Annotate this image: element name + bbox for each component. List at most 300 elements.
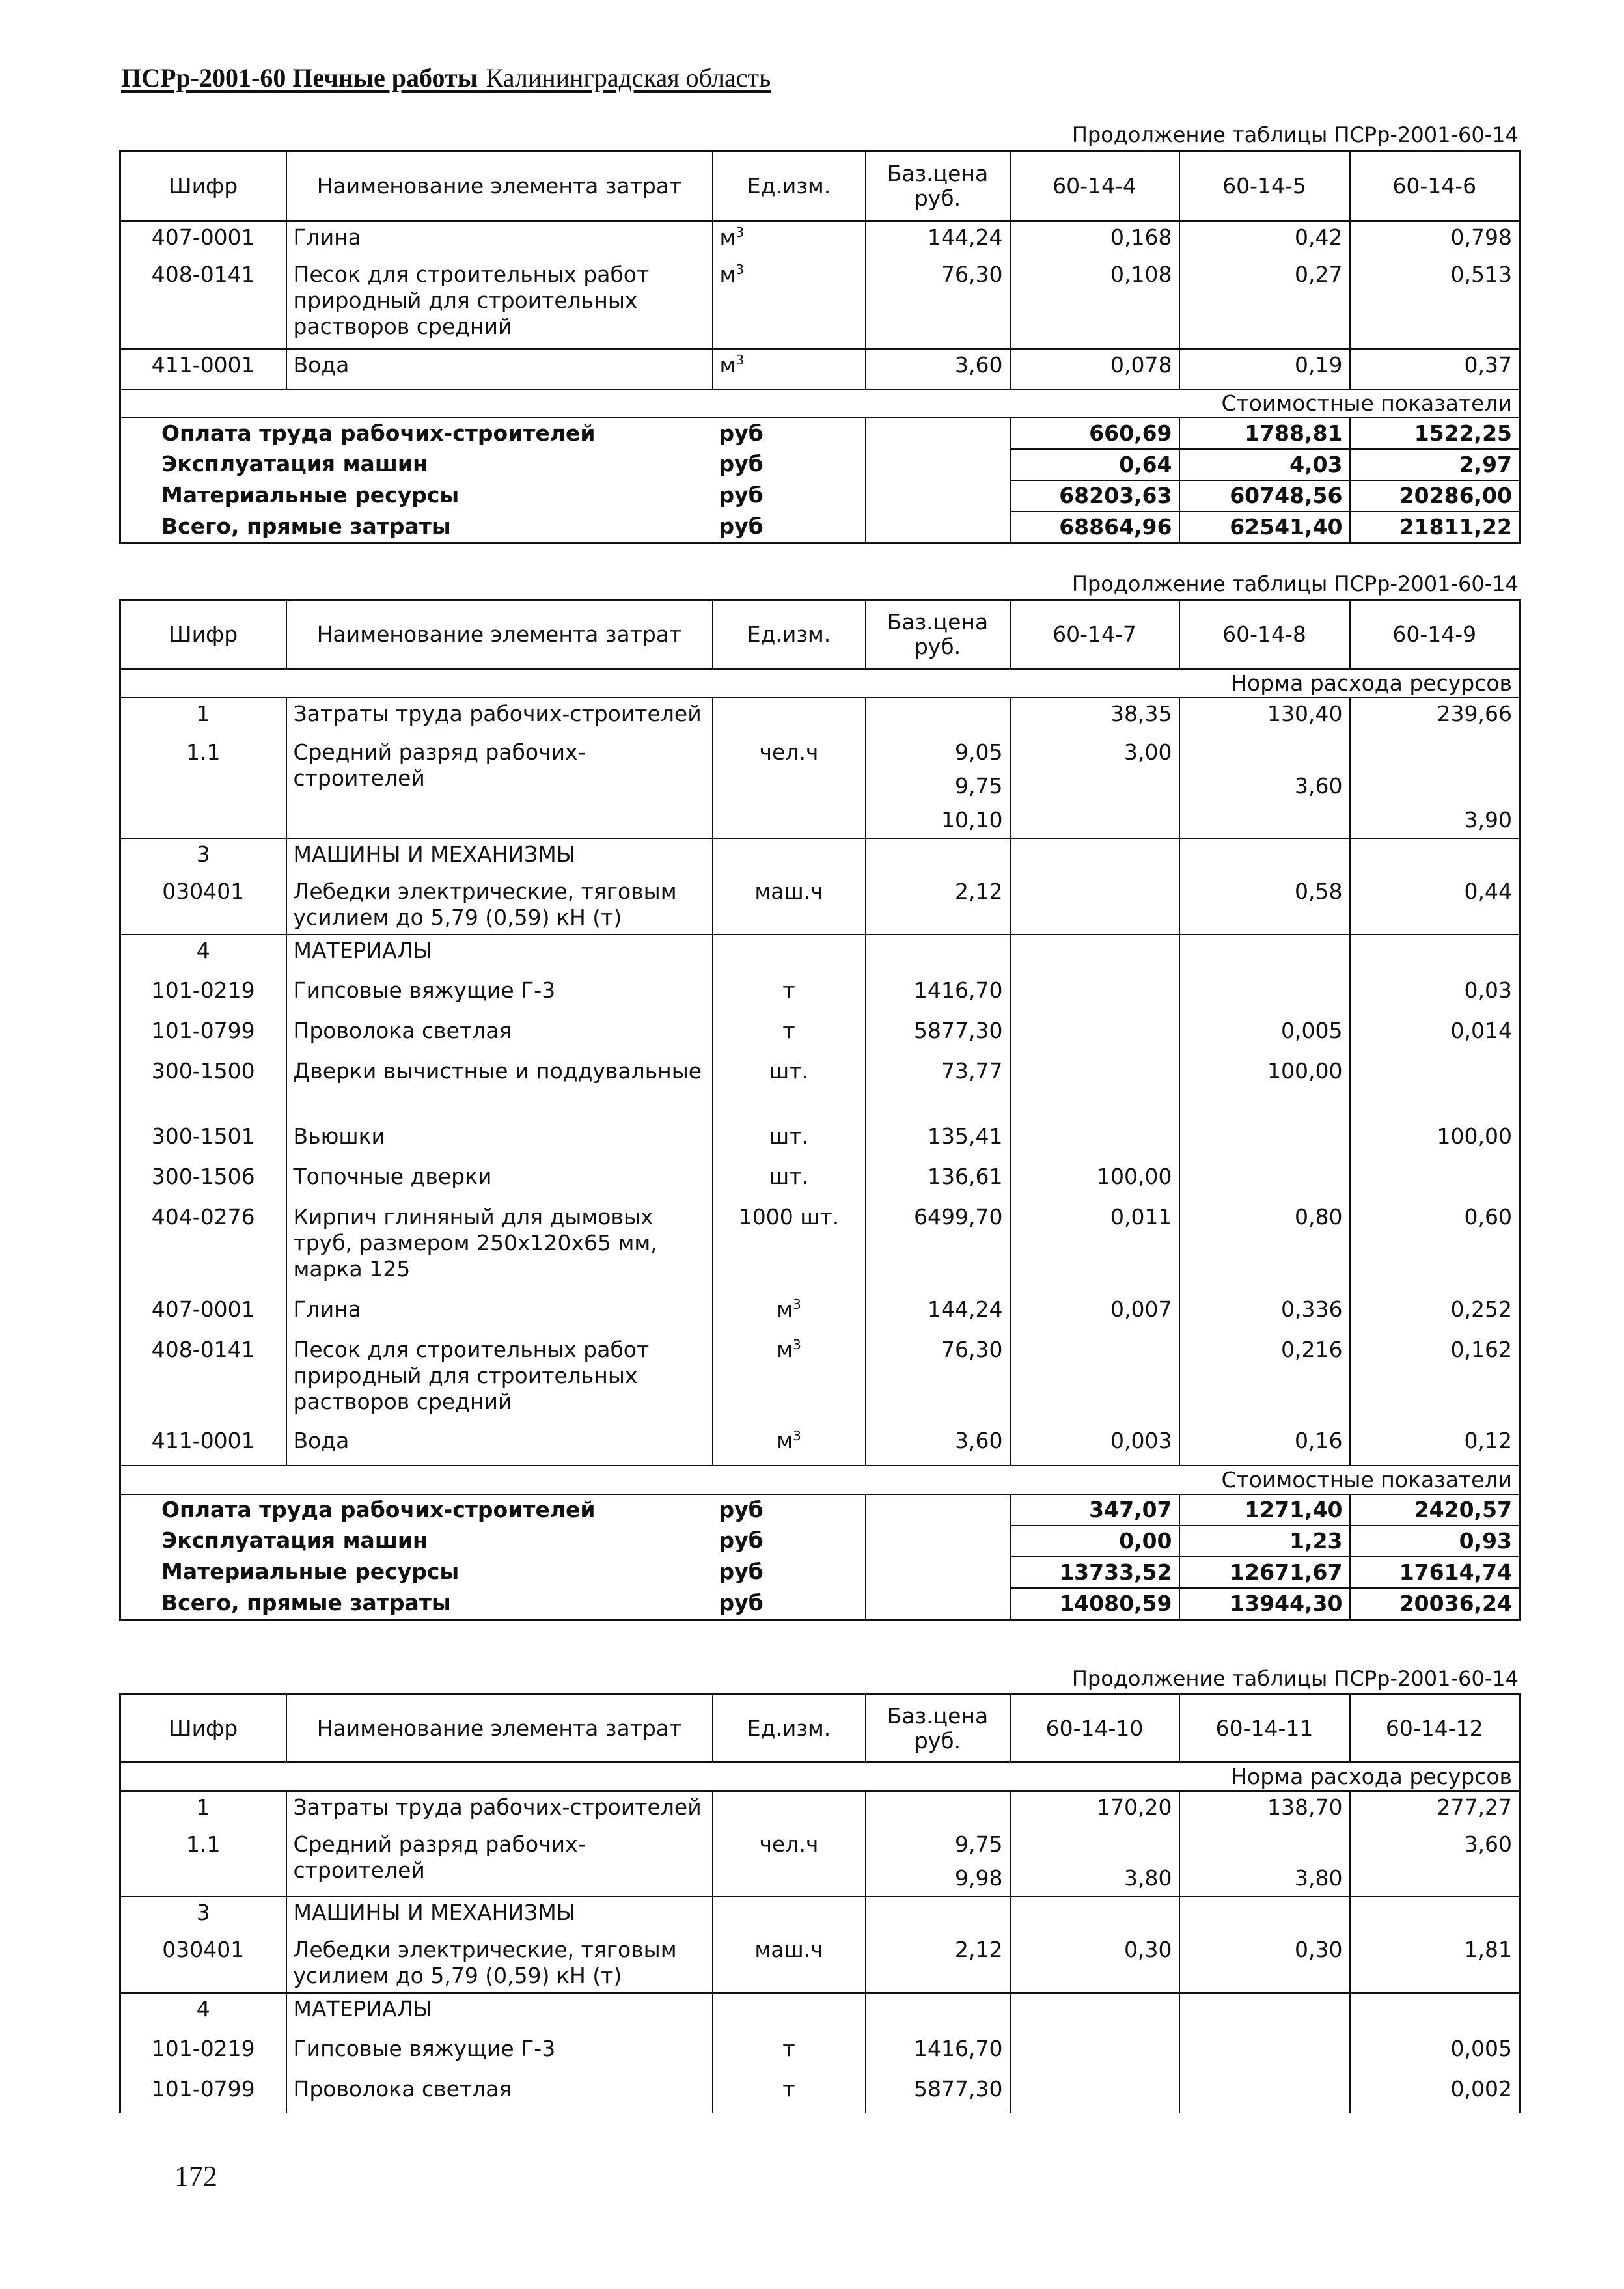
total-unit: руб xyxy=(713,449,866,480)
total-value: 1,23 xyxy=(1179,1526,1350,1557)
col-code: Шифр xyxy=(120,151,286,221)
cell-code: 030401 xyxy=(120,1934,286,1993)
cell-value: 0,27 xyxy=(1179,259,1350,349)
total-unit: руб xyxy=(713,1494,866,1526)
cell-value: 0,513 xyxy=(1350,259,1520,349)
cell-code: 4 xyxy=(120,1993,286,2033)
table-row xyxy=(120,1121,1520,1161)
cell-value: 0,002 xyxy=(1350,2074,1520,2113)
cell-value xyxy=(1350,1897,1520,1934)
cell-price: 135,41 xyxy=(866,1121,1010,1161)
total-label: Эксплуатация машин xyxy=(120,449,713,480)
norms-label-row xyxy=(120,669,1520,698)
table-row xyxy=(120,1056,1520,1121)
cell-code xyxy=(120,771,286,804)
cell-price xyxy=(866,838,1010,876)
unit-text: м xyxy=(719,261,736,287)
region-title: Калининградская область xyxy=(486,63,771,92)
cell-unit: т xyxy=(713,2074,866,2113)
cell-name: Глина xyxy=(286,1294,713,1334)
table-row xyxy=(120,1334,1520,1425)
cell-unit xyxy=(713,1294,866,1334)
cell-value: 0,014 xyxy=(1350,1015,1520,1056)
total-price-empty xyxy=(866,418,1010,449)
total-value: 2420,57 xyxy=(1350,1494,1520,1526)
cell-value xyxy=(1010,1897,1179,1934)
cell-unit xyxy=(713,349,866,389)
table-row xyxy=(120,1294,1520,1334)
cell-price xyxy=(866,1791,1010,1829)
unit-sup: 3 xyxy=(736,261,745,277)
cell-value xyxy=(1010,1056,1179,1121)
table-2 xyxy=(119,599,1521,1621)
cell-code: 408-0141 xyxy=(120,1334,286,1425)
total-unit: руб xyxy=(713,1588,866,1620)
cell-name: Средний разряд рабочих-строителей xyxy=(286,1829,713,1897)
cell-price: 1416,70 xyxy=(866,2033,1010,2074)
cell-price: 3,60 xyxy=(866,1425,1010,1466)
col-id: 60-14-4 xyxy=(1010,151,1179,221)
cell-value xyxy=(1010,2033,1179,2074)
cell-value: 0,60 xyxy=(1350,1201,1520,1294)
cell-price: 10,10 xyxy=(866,804,1010,838)
cell-code: 101-0219 xyxy=(120,2033,286,2074)
cell-value xyxy=(1350,771,1520,804)
total-price-empty xyxy=(866,449,1010,480)
cell-code: 4 xyxy=(120,935,286,975)
cell-value xyxy=(1179,1161,1350,1201)
table-row xyxy=(120,975,1520,1015)
unit-text: м xyxy=(777,1296,793,1322)
cell-price: 2,12 xyxy=(866,876,1010,935)
cell-value: 0,12 xyxy=(1350,1425,1520,1466)
cell-value xyxy=(1010,1015,1179,1056)
col-price: Баз.цена руб. xyxy=(866,600,1010,669)
cell-value: 0,30 xyxy=(1179,1934,1350,1993)
cell-code xyxy=(120,804,286,838)
cell-value: 0,003 xyxy=(1010,1425,1179,1466)
cell-unit xyxy=(713,838,866,876)
cell-value: 0,03 xyxy=(1350,975,1520,1015)
cell-price: 136,61 xyxy=(866,1161,1010,1201)
total-value: 68864,96 xyxy=(1010,512,1179,543)
cell-value xyxy=(1350,1056,1520,1121)
table-row xyxy=(120,349,1520,389)
col-id: 60-14-12 xyxy=(1350,1695,1520,1762)
total-price-empty xyxy=(866,1526,1010,1557)
cell-value: 0,011 xyxy=(1010,1201,1179,1294)
col-price: Баз.цена руб. xyxy=(866,1695,1010,1762)
cell-name: Вода xyxy=(286,349,713,389)
cell-code xyxy=(120,1863,286,1897)
cell-name: Кирпич глиняный для дымовых труб, размером 250х120х65 мм, марка 125 xyxy=(286,1201,713,1294)
cell-price: 5877,30 xyxy=(866,2074,1010,2113)
cell-price: 76,30 xyxy=(866,259,1010,349)
cell-name: Песок для строительных работ природный для строительных растворов средний xyxy=(286,1334,713,1425)
total-value: 0,93 xyxy=(1350,1526,1520,1557)
cell-price: 1416,70 xyxy=(866,975,1010,1015)
unit-text: м xyxy=(777,1428,793,1453)
total-unit: руб xyxy=(713,480,866,512)
cell-value: 3,80 xyxy=(1179,1863,1350,1897)
total-row xyxy=(120,1526,1520,1557)
total-value: 0,64 xyxy=(1010,449,1179,480)
table-row xyxy=(120,1829,1520,1863)
cell-value: 1,81 xyxy=(1350,1934,1520,1993)
cell-value xyxy=(1350,737,1520,771)
norms-label: Норма расхода ресурсов xyxy=(120,669,1520,698)
col-name: Наименование элемента затрат xyxy=(286,151,713,221)
cell-value xyxy=(1010,771,1179,804)
cell-value xyxy=(1179,1829,1350,1863)
total-value: 1522,25 xyxy=(1350,418,1520,449)
cell-value xyxy=(1010,838,1179,876)
page-number: 172 xyxy=(174,2160,217,2192)
table-row xyxy=(120,1015,1520,1056)
cell-price xyxy=(866,1897,1010,1934)
total-label: Оплата труда рабочих-строителей xyxy=(120,418,713,449)
total-value: 1271,40 xyxy=(1179,1494,1350,1526)
table1-continuation: Продолжение таблицы ПСРр-2001-60-14 xyxy=(1071,122,1519,147)
cell-value: 0,16 xyxy=(1179,1425,1350,1466)
total-row xyxy=(120,449,1520,480)
total-label: Всего, прямые затраты xyxy=(120,512,713,543)
cell-name: МАТЕРИАЛЫ xyxy=(286,935,713,975)
cell-unit: чел.ч xyxy=(713,737,866,771)
cell-value: 277,27 xyxy=(1350,1791,1520,1829)
total-value: 13944,30 xyxy=(1179,1588,1350,1620)
table-row xyxy=(120,935,1520,975)
cell-code: 407-0001 xyxy=(120,221,286,259)
cell-value: 0,30 xyxy=(1010,1934,1179,1993)
col-id: 60-14-11 xyxy=(1179,1695,1350,1762)
total-price-empty xyxy=(866,1494,1010,1526)
cell-value xyxy=(1010,1334,1179,1425)
cell-price: 76,30 xyxy=(866,1334,1010,1425)
table-row xyxy=(120,1201,1520,1294)
cell-name: Вода xyxy=(286,1425,713,1466)
cell-name: МАШИНЫ И МЕХАНИЗМЫ xyxy=(286,1897,713,1934)
col-unit: Ед.изм. xyxy=(713,600,866,669)
cell-value: 0,336 xyxy=(1179,1294,1350,1334)
cell-code: 300-1501 xyxy=(120,1121,286,1161)
total-label: Материальные ресурсы xyxy=(120,480,713,512)
cell-value: 100,00 xyxy=(1010,1161,1179,1201)
cell-value: 0,252 xyxy=(1350,1294,1520,1334)
cell-price: 5877,30 xyxy=(866,1015,1010,1056)
cell-value: 0,44 xyxy=(1350,876,1520,935)
total-row xyxy=(120,418,1520,449)
cell-code: 1.1 xyxy=(120,1829,286,1863)
total-unit: руб xyxy=(713,1526,866,1557)
cell-unit xyxy=(713,804,866,838)
cell-unit: маш.ч xyxy=(713,1934,866,1993)
total-label: Оплата труда рабочих-строителей xyxy=(120,1494,713,1526)
col-name: Наименование элемента затрат xyxy=(286,600,713,669)
total-value: 2,97 xyxy=(1350,449,1520,480)
table-row xyxy=(120,876,1520,935)
cell-value: 0,216 xyxy=(1179,1334,1350,1425)
cell-value: 0,37 xyxy=(1350,349,1520,389)
cell-name: Песок для строительных работ природный для строительных растворов средний xyxy=(286,259,713,349)
cell-name: МАШИНЫ И МЕХАНИЗМЫ xyxy=(286,838,713,876)
cell-name: Проволока светлая xyxy=(286,2074,713,2113)
col-id: 60-14-6 xyxy=(1350,151,1520,221)
cost-label-row xyxy=(120,389,1520,418)
cell-price: 9,75 xyxy=(866,771,1010,804)
cell-code: 101-0799 xyxy=(120,1015,286,1056)
cell-unit: чел.ч xyxy=(713,1829,866,1863)
cell-value: 130,40 xyxy=(1179,698,1350,737)
total-row xyxy=(120,1588,1520,1620)
cell-unit xyxy=(713,1791,866,1829)
table-row xyxy=(120,1425,1520,1466)
total-row xyxy=(120,512,1520,543)
col-id: 60-14-10 xyxy=(1010,1695,1179,1762)
cell-name: Средний разряд рабочих-строителей xyxy=(286,737,713,838)
cell-price: 144,24 xyxy=(866,1294,1010,1334)
col-unit: Ед.изм. xyxy=(713,151,866,221)
cell-value xyxy=(1010,876,1179,935)
col-id: 60-14-9 xyxy=(1350,600,1520,669)
cell-value: 0,007 xyxy=(1010,1294,1179,1334)
table-row xyxy=(120,2033,1520,2074)
norms-label-row xyxy=(120,1762,1520,1792)
cell-unit xyxy=(713,1425,866,1466)
table-row xyxy=(120,698,1520,737)
cell-name: Вьюшки xyxy=(286,1121,713,1161)
cell-unit xyxy=(713,221,866,259)
cell-code: 1 xyxy=(120,698,286,737)
cell-code: 300-1500 xyxy=(120,1056,286,1121)
cell-price: 144,24 xyxy=(866,221,1010,259)
table-row xyxy=(120,1161,1520,1201)
cell-value: 138,70 xyxy=(1179,1791,1350,1829)
cell-value xyxy=(1350,935,1520,975)
cell-value: 0,58 xyxy=(1179,876,1350,935)
cell-price: 6499,70 xyxy=(866,1201,1010,1294)
total-value: 4,03 xyxy=(1179,449,1350,480)
total-label: Материальные ресурсы xyxy=(120,1557,713,1588)
cell-price: 2,12 xyxy=(866,1934,1010,1993)
cell-value xyxy=(1010,804,1179,838)
total-price-empty xyxy=(866,1588,1010,1620)
unit-text: м xyxy=(777,1337,793,1362)
cell-price xyxy=(866,935,1010,975)
cell-value: 3,60 xyxy=(1350,1829,1520,1863)
cell-value xyxy=(1350,838,1520,876)
cell-name: Затраты труда рабочих-строителей xyxy=(286,1791,713,1829)
cell-value: 0,19 xyxy=(1179,349,1350,389)
cell-value xyxy=(1179,975,1350,1015)
cell-unit xyxy=(713,259,866,349)
cell-value: 0,42 xyxy=(1179,221,1350,259)
cost-label: Стоимостные показатели xyxy=(120,1466,1520,1494)
cell-name: Топочные дверки xyxy=(286,1161,713,1201)
table-row xyxy=(120,1993,1520,2033)
table-3 xyxy=(119,1693,1521,2113)
total-value: 347,07 xyxy=(1010,1494,1179,1526)
cell-unit xyxy=(713,1897,866,1934)
total-value: 62541,40 xyxy=(1179,512,1350,543)
cell-unit: т xyxy=(713,2033,866,2074)
cell-code: 3 xyxy=(120,1897,286,1934)
cell-value: 100,00 xyxy=(1179,1056,1350,1121)
cell-value xyxy=(1010,935,1179,975)
cell-value xyxy=(1010,2074,1179,2113)
unit-text: м xyxy=(719,225,736,250)
total-row xyxy=(120,1494,1520,1526)
total-value: 13733,52 xyxy=(1010,1557,1179,1588)
cell-unit xyxy=(713,698,866,737)
collection-title: ПСРр-2001-60 Печные работы xyxy=(121,63,478,92)
total-label: Эксплуатация машин xyxy=(120,1526,713,1557)
cell-value: 38,35 xyxy=(1010,698,1179,737)
unit-sup: 3 xyxy=(793,1296,801,1312)
total-value: 0,00 xyxy=(1010,1526,1179,1557)
cell-code: 408-0141 xyxy=(120,259,286,349)
cell-unit: маш.ч xyxy=(713,876,866,935)
table-row xyxy=(120,1791,1520,1829)
table-row xyxy=(120,1934,1520,1993)
cell-unit: шт. xyxy=(713,1161,866,1201)
cell-value: 0,078 xyxy=(1010,349,1179,389)
table-row xyxy=(120,259,1520,349)
col-id: 60-14-5 xyxy=(1179,151,1350,221)
cell-unit: т xyxy=(713,975,866,1015)
cell-value: 0,108 xyxy=(1010,259,1179,349)
total-value: 60748,56 xyxy=(1179,480,1350,512)
cell-value xyxy=(1350,1993,1520,2033)
cell-unit xyxy=(713,935,866,975)
col-code: Шифр xyxy=(120,600,286,669)
total-value: 21811,22 xyxy=(1350,512,1520,543)
unit-sup: 3 xyxy=(736,351,745,368)
cell-unit xyxy=(713,1334,866,1425)
total-unit: руб xyxy=(713,512,866,543)
cell-value: 239,66 xyxy=(1350,698,1520,737)
cell-value: 0,005 xyxy=(1179,1015,1350,1056)
cell-value xyxy=(1350,1863,1520,1897)
table3-continuation: Продолжение таблицы ПСРр-2001-60-14 xyxy=(1071,1666,1519,1691)
col-name: Наименование элемента затрат xyxy=(286,1695,713,1762)
cell-value: 0,162 xyxy=(1350,1334,1520,1425)
cell-name: МАТЕРИАЛЫ xyxy=(286,1993,713,2033)
total-value: 20036,24 xyxy=(1350,1588,1520,1620)
cell-value: 0,798 xyxy=(1350,221,1520,259)
cell-value xyxy=(1179,1121,1350,1161)
cell-price xyxy=(866,1993,1010,2033)
col-id: 60-14-8 xyxy=(1179,600,1350,669)
cell-unit xyxy=(713,1993,866,2033)
cell-name: Лебедки электрические, тяговым усилием до 5,79 (0,59) кН (т) xyxy=(286,876,713,935)
cell-code: 300-1506 xyxy=(120,1161,286,1201)
cell-code: 411-0001 xyxy=(120,349,286,389)
total-value: 660,69 xyxy=(1010,418,1179,449)
col-code: Шифр xyxy=(120,1695,286,1762)
table2-continuation: Продолжение таблицы ПСРр-2001-60-14 xyxy=(1071,571,1519,596)
unit-sup: 3 xyxy=(736,225,745,240)
cell-value xyxy=(1179,838,1350,876)
cell-name: Дверки вычистные и поддувальные xyxy=(286,1056,713,1121)
cell-value xyxy=(1179,2074,1350,2113)
cell-value: 170,20 xyxy=(1010,1791,1179,1829)
table-row xyxy=(120,2074,1520,2113)
table-row xyxy=(120,1897,1520,1934)
table-row xyxy=(120,221,1520,259)
cell-value xyxy=(1179,737,1350,771)
total-unit: руб xyxy=(713,1557,866,1588)
cell-unit xyxy=(713,1863,866,1897)
cell-value xyxy=(1010,975,1179,1015)
cell-code: 411-0001 xyxy=(120,1425,286,1466)
cell-unit: т xyxy=(713,1015,866,1056)
cell-value: 3,80 xyxy=(1010,1863,1179,1897)
total-value: 14080,59 xyxy=(1010,1588,1179,1620)
total-price-empty xyxy=(866,512,1010,543)
cell-value: 3,00 xyxy=(1010,737,1179,771)
cell-value xyxy=(1010,1121,1179,1161)
total-value: 17614,74 xyxy=(1350,1557,1520,1588)
cell-value xyxy=(1179,935,1350,975)
cell-price: 9,98 xyxy=(866,1863,1010,1897)
cell-code: 101-0219 xyxy=(120,975,286,1015)
cell-value: 0,80 xyxy=(1179,1201,1350,1294)
cell-name: Затраты труда рабочих-строителей xyxy=(286,698,713,737)
cell-code: 1 xyxy=(120,1791,286,1829)
cell-value xyxy=(1179,1993,1350,2033)
norms-label: Норма расхода ресурсов xyxy=(120,1762,1520,1792)
total-label: Всего, прямые затраты xyxy=(120,1588,713,1620)
table-row xyxy=(120,838,1520,876)
cell-code: 404-0276 xyxy=(120,1201,286,1294)
total-price-empty xyxy=(866,1557,1010,1588)
cell-name: Гипсовые вяжущие Г-3 xyxy=(286,2033,713,2074)
cell-value: 3,60 xyxy=(1179,771,1350,804)
col-id: 60-14-7 xyxy=(1010,600,1179,669)
cell-unit: шт. xyxy=(713,1121,866,1161)
cell-code: 030401 xyxy=(120,876,286,935)
cell-price: 3,60 xyxy=(866,349,1010,389)
cell-value xyxy=(1010,1993,1179,2033)
cell-code: 407-0001 xyxy=(120,1294,286,1334)
total-row xyxy=(120,480,1520,512)
cell-value xyxy=(1179,804,1350,838)
cell-price xyxy=(866,698,1010,737)
cell-value xyxy=(1010,1829,1179,1863)
cell-name: Лебедки электрические, тяговым усилием до 5,79 (0,59) кН (т) xyxy=(286,1934,713,1993)
cell-value: 100,00 xyxy=(1350,1121,1520,1161)
cost-label-row xyxy=(120,1466,1520,1494)
col-unit: Ед.изм. xyxy=(713,1695,866,1762)
cell-code: 101-0799 xyxy=(120,2074,286,2113)
total-value: 12671,67 xyxy=(1179,1557,1350,1588)
total-row xyxy=(120,1557,1520,1588)
cell-value: 3,90 xyxy=(1350,804,1520,838)
table-1 xyxy=(119,150,1521,544)
cost-label: Стоимостные показатели xyxy=(120,389,1520,418)
cell-price: 9,75 xyxy=(866,1829,1010,1863)
col-price: Баз.цена руб. xyxy=(866,151,1010,221)
total-price-empty xyxy=(866,480,1010,512)
unit-sup: 3 xyxy=(793,1337,801,1352)
unit-text: м xyxy=(719,351,736,377)
cell-value xyxy=(1179,2033,1350,2074)
total-value: 68203,63 xyxy=(1010,480,1179,512)
page-header xyxy=(121,62,771,93)
cell-value: 0,168 xyxy=(1010,221,1179,259)
cell-code: 3 xyxy=(120,838,286,876)
